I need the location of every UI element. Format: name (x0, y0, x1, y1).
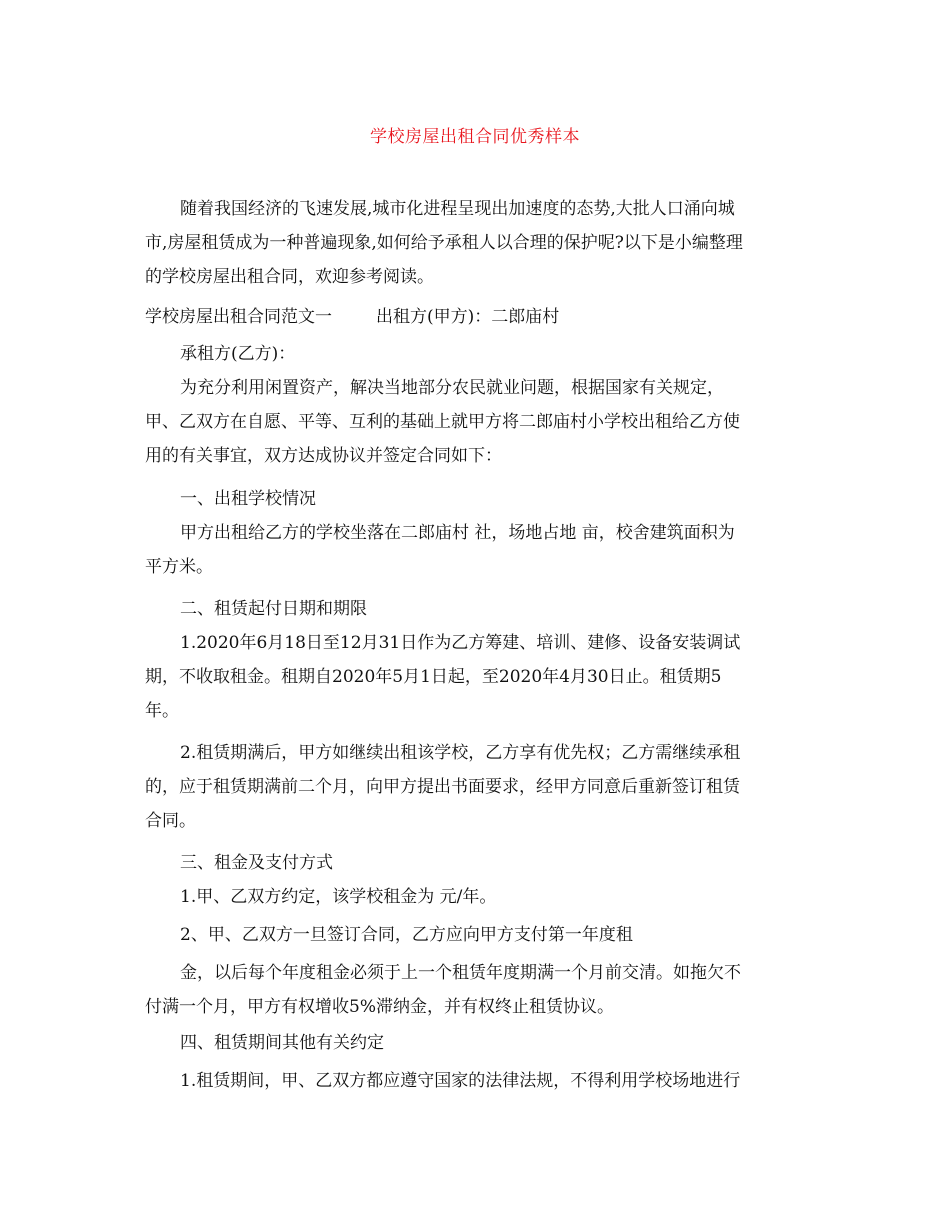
lessor-line: 出租方(甲方)：二郎庙村 (376, 307, 560, 327)
paragraph-line: 期，不收取租金。租期自2020年5月1日起，至2020年4月30日止。租赁期5 (145, 667, 722, 687)
paragraph-line: 2、甲、乙双方一旦签订合同，乙方应向甲方支付第一年度租 (180, 925, 633, 945)
section-heading: 一、出租学校情况 (180, 489, 316, 509)
section-heading: 四、租赁期间其他有关约定 (180, 1033, 384, 1053)
document-title: 学校房屋出租合同优秀样本 (370, 127, 580, 147)
paragraph-line: 市,房屋租赁成为一种普遍现象,如何给予承租人以合理的保护呢?以下是小编整理 (145, 233, 743, 253)
paragraph-line: 合同。 (145, 811, 196, 831)
paragraph-line: 1.2020年6月18日至12月31日作为乙方筹建、培训、建修、设备安装调试 (180, 633, 741, 653)
paragraph-line: 用的有关事宜，双方达成协议并签定合同如下： (145, 446, 502, 466)
heading-line (145, 306, 559, 328)
paragraph-line: 的，应于租赁期满前二个月，向甲方提出书面要求，经甲方同意后重新签订租赁 (145, 777, 740, 797)
paragraph-line: 为充分利用闲置资产，解决当地部分农民就业问题，根据国家有关规定， (180, 378, 724, 398)
paragraph-line: 平方米。 (145, 557, 213, 577)
section-heading: 三、租金及支付方式 (180, 853, 333, 873)
lessee-line: 承租方(乙方)： (180, 344, 296, 364)
section-heading: 二、租赁起付日期和期限 (180, 599, 367, 619)
paragraph-line: 甲方出租给乙方的学校坐落在二郎庙村 社，场地占地 亩，校舍建筑面积为 (180, 523, 735, 543)
paragraph-line: 1.租赁期间，甲、乙双方都应遵守国家的法律法规，不得利用学校场地进行 (180, 1071, 741, 1091)
paragraph-line: 年。 (145, 701, 179, 721)
section-heading: 学校房屋出租合同范文一 (145, 307, 332, 327)
paragraph-line: 甲、乙双方在自愿、平等、互利的基础上就甲方将二郎庙村小学校出租给乙方使 (145, 412, 740, 432)
paragraph-line: 的学校房屋出租合同，欢迎参考阅读。 (145, 267, 434, 287)
paragraph-line: 付满一个月，甲方有权增收5%滞纳金，并有权终止租赁协议。 (145, 997, 614, 1017)
paragraph-line: 1.甲、乙双方约定，该学校租金为 元/年。 (180, 887, 497, 907)
paragraph-line: 金，以后每个年度租金必须于上一个租赁年度期满一个月前交清。如拖欠不 (180, 963, 741, 983)
paragraph-line: 2.租赁期满后，甲方如继续出租该学校，乙方享有优先权；乙方需继续承租 (180, 743, 741, 763)
paragraph-line: 随着我国经济的飞速发展,城市化进程呈现出加速度的态势,大批人口涌向城 (180, 199, 735, 219)
